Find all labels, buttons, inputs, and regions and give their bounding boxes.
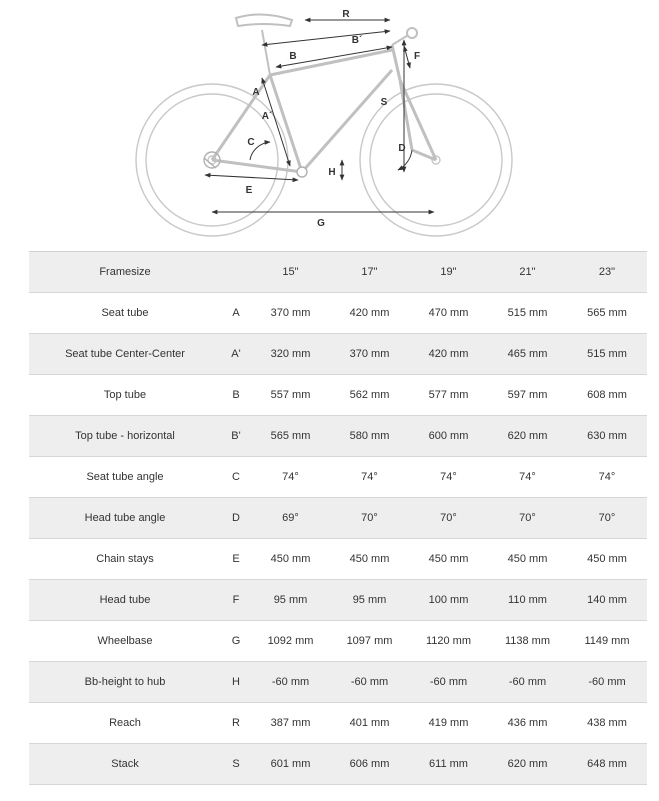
row-value: 608 mm (567, 375, 647, 416)
table-row (29, 498, 647, 539)
row-code: R (221, 703, 251, 744)
row-value: 450 mm (409, 539, 488, 580)
size-header: 15" (251, 252, 330, 293)
row-code: G (221, 621, 251, 662)
row-value: -60 mm (409, 662, 488, 703)
row-value: -60 mm (330, 662, 409, 703)
row-value: 436 mm (488, 703, 567, 744)
label-c: C (247, 137, 255, 148)
row-label: Head tube (29, 580, 221, 621)
label-r: R (342, 9, 350, 20)
row-value: 450 mm (567, 539, 647, 580)
row-value: 1097 mm (330, 621, 409, 662)
row-code: H (221, 662, 251, 703)
row-value: 70° (488, 498, 567, 539)
row-value: 620 mm (488, 744, 567, 785)
label-g: G (317, 218, 325, 229)
row-value: 438 mm (567, 703, 647, 744)
table-header-row (29, 252, 647, 293)
dim-line-f (404, 46, 410, 68)
table-row (29, 580, 647, 621)
row-value: 515 mm (488, 293, 567, 334)
row-value: 110 mm (488, 580, 567, 621)
row-value: 450 mm (488, 539, 567, 580)
row-value: 648 mm (567, 744, 647, 785)
row-value: 611 mm (409, 744, 488, 785)
row-label: Bb-height to hub (29, 662, 221, 703)
label-b: B (289, 51, 297, 62)
row-value: -60 mm (488, 662, 567, 703)
label-h: H (328, 167, 336, 178)
row-value: 74° (251, 457, 330, 498)
row-value: 562 mm (330, 375, 409, 416)
size-header: 23" (567, 252, 647, 293)
row-code: C (221, 457, 251, 498)
table-row (29, 703, 647, 744)
row-value: -60 mm (567, 662, 647, 703)
row-value: 1138 mm (488, 621, 567, 662)
row-label: Stack (29, 744, 221, 785)
row-value: 450 mm (251, 539, 330, 580)
row-value: 74° (567, 457, 647, 498)
row-value: 1092 mm (251, 621, 330, 662)
size-header: 21" (488, 252, 567, 293)
row-value: 70° (567, 498, 647, 539)
row-value: -60 mm (251, 662, 330, 703)
row-value: 74° (488, 457, 567, 498)
row-value: 419 mm (409, 703, 488, 744)
row-label: Seat tube Center-Center (29, 334, 221, 375)
dim-line-b-prime (262, 31, 390, 45)
row-code: S (221, 744, 251, 785)
table-row (29, 539, 647, 580)
row-value: 95 mm (330, 580, 409, 621)
row-value: 401 mm (330, 703, 409, 744)
row-value: 565 mm (567, 293, 647, 334)
row-value: 606 mm (330, 744, 409, 785)
table-row (29, 416, 647, 457)
row-value: 515 mm (567, 334, 647, 375)
table-row (29, 334, 647, 375)
row-label: Chain stays (29, 539, 221, 580)
label-a: A (252, 87, 260, 98)
row-value: 620 mm (488, 416, 567, 457)
table-row (29, 662, 647, 703)
row-value: 1120 mm (409, 621, 488, 662)
row-value: 69° (251, 498, 330, 539)
row-value: 74° (409, 457, 488, 498)
row-code: A' (221, 334, 251, 375)
row-value: 630 mm (567, 416, 647, 457)
row-label: Wheelbase (29, 621, 221, 662)
row-label: Head tube angle (29, 498, 221, 539)
framesize-header: Framesize (29, 252, 221, 293)
dim-line-e (205, 175, 298, 180)
row-label: Seat tube (29, 293, 221, 334)
row-value: 565 mm (251, 416, 330, 457)
table-row (29, 293, 647, 334)
row-value: 577 mm (409, 375, 488, 416)
table-row (29, 621, 647, 662)
row-code: A (221, 293, 251, 334)
row-code: B (221, 375, 251, 416)
row-code: B' (221, 416, 251, 457)
row-value: 70° (330, 498, 409, 539)
bike-geometry-diagram (0, 0, 659, 245)
row-code: F (221, 580, 251, 621)
label-a-prime: A´ (261, 111, 273, 122)
row-label: Top tube (29, 375, 221, 416)
row-value: 70° (409, 498, 488, 539)
geometry-table (29, 251, 647, 785)
row-label: Reach (29, 703, 221, 744)
geometry-table-body (29, 252, 647, 785)
row-value: 601 mm (251, 744, 330, 785)
row-value: 450 mm (330, 539, 409, 580)
row-value: 387 mm (251, 703, 330, 744)
label-s: S (380, 97, 388, 108)
table-row (29, 744, 647, 785)
size-header: 19" (409, 252, 488, 293)
row-code: E (221, 539, 251, 580)
row-label: Seat tube angle (29, 457, 221, 498)
row-label: Top tube - horizontal (29, 416, 221, 457)
row-value: 95 mm (251, 580, 330, 621)
table-row (29, 457, 647, 498)
row-value: 1149 mm (567, 621, 647, 662)
code-header (221, 252, 251, 293)
row-value: 420 mm (330, 293, 409, 334)
label-e: E (245, 185, 253, 196)
table-row (29, 375, 647, 416)
row-value: 74° (330, 457, 409, 498)
row-value: 597 mm (488, 375, 567, 416)
row-value: 600 mm (409, 416, 488, 457)
label-b-prime: B´ (351, 35, 363, 46)
row-code: D (221, 498, 251, 539)
row-value: 100 mm (409, 580, 488, 621)
label-d: D (398, 143, 406, 154)
row-value: 470 mm (409, 293, 488, 334)
row-value: 465 mm (488, 334, 567, 375)
row-value: 580 mm (330, 416, 409, 457)
label-f: F (413, 51, 421, 62)
row-value: 557 mm (251, 375, 330, 416)
row-value: 370 mm (330, 334, 409, 375)
row-value: 420 mm (409, 334, 488, 375)
size-header: 17" (330, 252, 409, 293)
row-value: 370 mm (251, 293, 330, 334)
row-value: 140 mm (567, 580, 647, 621)
row-value: 320 mm (251, 334, 330, 375)
